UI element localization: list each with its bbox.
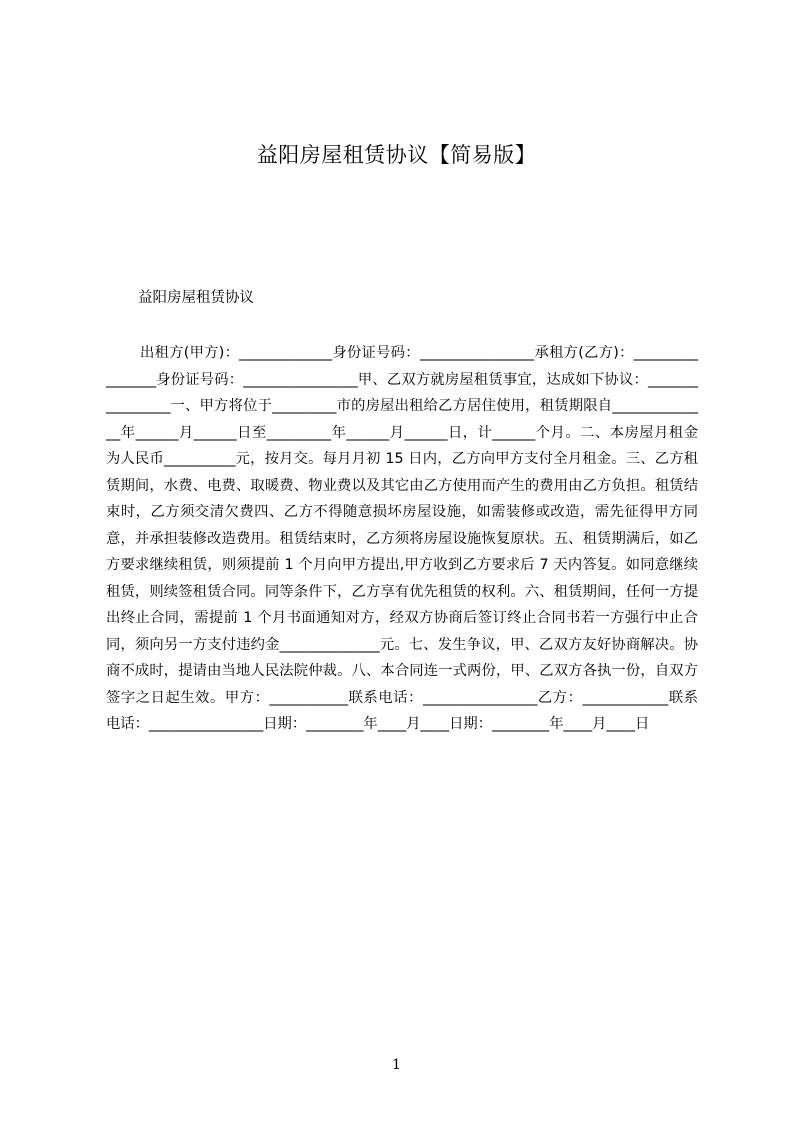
agreement-body: 出租方(甲方)：_____________身份证号码：________________承租方(乙方)：________________身份证号码：________________甲、乙双方就房屋租赁事宜，达成如下协议：________________一、甲方将位于_________市的房屋出租给乙方居住使用，租赁期限自______________年______月______日至_________年______月______日，计______个月。二、本房屋月租金为人民币__________元，按月交。每月月初 15 日内，乙方向甲方支付全月租金。三、乙方租赁期间，水费、电费、取暖费、物业费以及其它由乙方使用而产生的费用由乙方负担。租赁结束时，乙方须交清欠费四、乙方不得随意损坏房屋设施，如需装修或改造，需先征得甲方同意，并承担装修改造费用。租赁结束时，乙方须将房屋设施恢复原状。五、租赁期满后，如乙方要求继续租赁，则须提前 1 个月向甲方提出,甲方收到乙方要求后 7 天内答复。如同意继续租赁，则续签租赁合同。同等条件下，乙方享有优先租赁的权利。六、租赁期间，任何一方提出终止合同，需提前 1 个月书面通知对方，经双方协商后签订终止合同书若一方强行中止合同，须向另一方支付违约金______________元。七、发生争议，甲、乙双方友好协商解决。协商不成时，提请由当地人民法院仲裁。八、本合同连一式两份，甲、乙双方各执一份，自双方签字之日起生效。甲方：___________联系电话：________________乙方：____________联系电话：________________日期：________年____月____日期：________年____月____日 — [106, 345, 698, 732]
document-subtitle: 益阳房屋租赁协议 — [138, 290, 254, 306]
document-title: 益阳房屋租赁协议【简易版】 — [256, 143, 537, 167]
page-number: 1 — [392, 1057, 401, 1073]
